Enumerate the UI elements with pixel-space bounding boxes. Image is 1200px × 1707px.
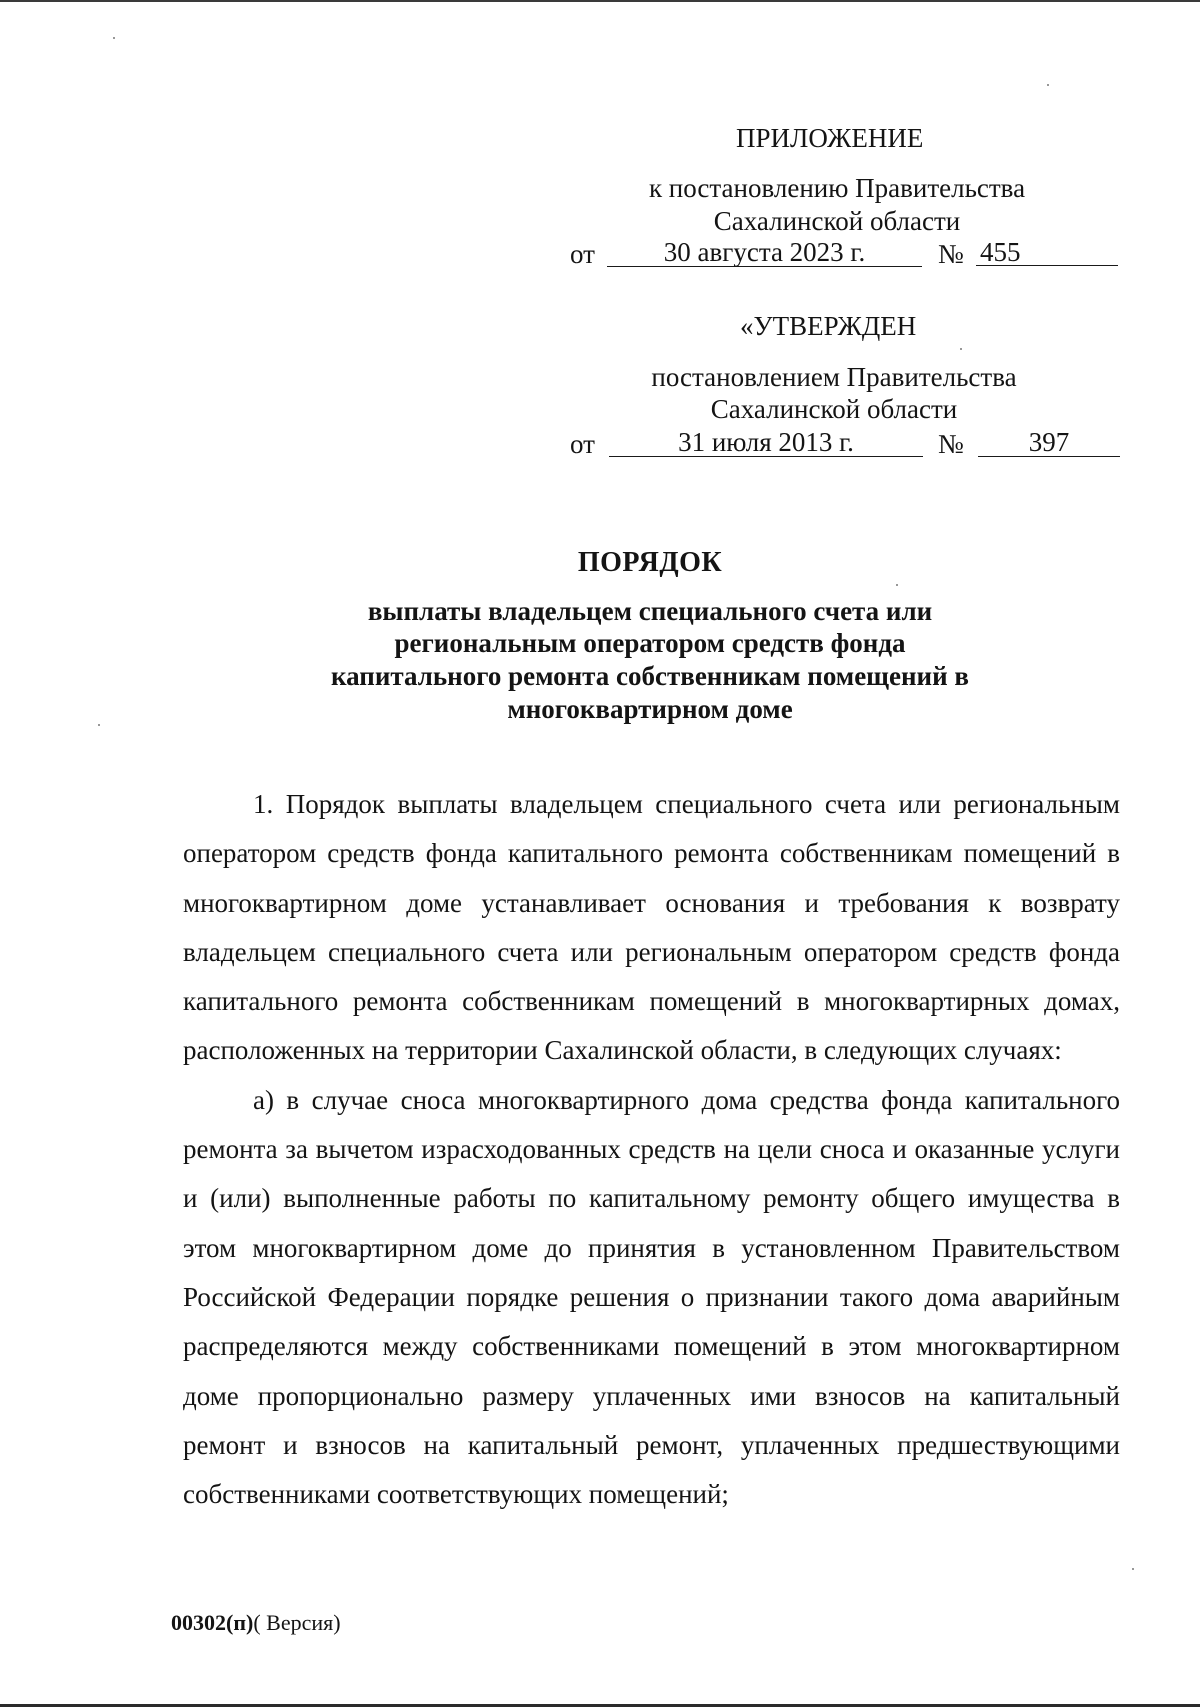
scan-speck bbox=[1132, 1568, 1134, 1570]
approved-from-label: от bbox=[570, 429, 595, 459]
paragraph-1: 1. Порядок выплаты владельцем специального счета или региональным оператором средств фонда капитального ремонта собственникам помещений в многоквартирном доме устанавливает основания и требования к возврату владельцем специального счета или региональным оператором средств фонда капитального ремонта собственникам помещений в многоквартирных домах, расположенных на территории Сахалинской области, в следующих случаях: bbox=[183, 789, 1120, 1066]
resolution-line-2: Сахалинской области bbox=[713, 206, 961, 236]
document-body bbox=[183, 780, 1120, 1519]
appendix-label: ПРИЛОЖЕНИЕ bbox=[736, 123, 924, 153]
footer-code: 00302(п) bbox=[171, 1610, 254, 1635]
resolution-line-1: к постановлению Правительства bbox=[648, 173, 1026, 203]
approved-number: 397 bbox=[978, 426, 1120, 457]
resolution-date: 30 августа 2023 г. bbox=[607, 236, 922, 267]
approved-line-2: Сахалинской области bbox=[710, 394, 958, 424]
scan-speck bbox=[960, 348, 962, 350]
number-sign: № bbox=[938, 239, 964, 269]
footer-version: ( Версия) bbox=[253, 1610, 341, 1635]
document-subtitle-line-3: капитального ремонта собственникам помещений в bbox=[331, 661, 969, 691]
scan-speck bbox=[113, 37, 115, 39]
footer-document-code bbox=[171, 1610, 341, 1636]
approved-number-sign: № bbox=[938, 429, 964, 459]
scan-top-edge bbox=[0, 0, 1200, 2]
date-from-label: от bbox=[570, 239, 595, 269]
approved-label: «УТВЕРЖДЕН bbox=[740, 311, 917, 341]
resolution-number: 455 bbox=[976, 236, 1118, 266]
document-title: ПОРЯДОК bbox=[577, 547, 723, 578]
document-subtitle-line-1: выплаты владельцем специального счета или bbox=[367, 596, 933, 626]
scan-speck bbox=[896, 584, 898, 586]
document-subtitle-line-2: региональным оператором средств фонда bbox=[394, 628, 906, 658]
paragraph-2: а) в случае сноса многоквартирного дома средства фонда капитального ремонта за вычетом израсходованных средств на цели сноса и оказанные услуги и (или) выполненные работы по капитальному ремонту общего имущества в этом многоквартирном доме до принятия в установленном Правительством Российской Федерации порядке решения о признании такого дома аварийным распределяются между собственниками помещений в этом многоквартирном доме пропорционально размеру уплаченных ими взносов на капитальный ремонт и взносов на капитальный ремонт, уплаченных предшествующими собственниками соответствующих помещений; bbox=[183, 1084, 1120, 1510]
document-subtitle-line-4: многоквартирном доме bbox=[507, 694, 793, 724]
approved-date: 31 июля 2013 г. bbox=[609, 426, 923, 457]
approved-line-1: постановлением Правительства bbox=[651, 362, 1017, 392]
scan-speck bbox=[1047, 84, 1049, 86]
